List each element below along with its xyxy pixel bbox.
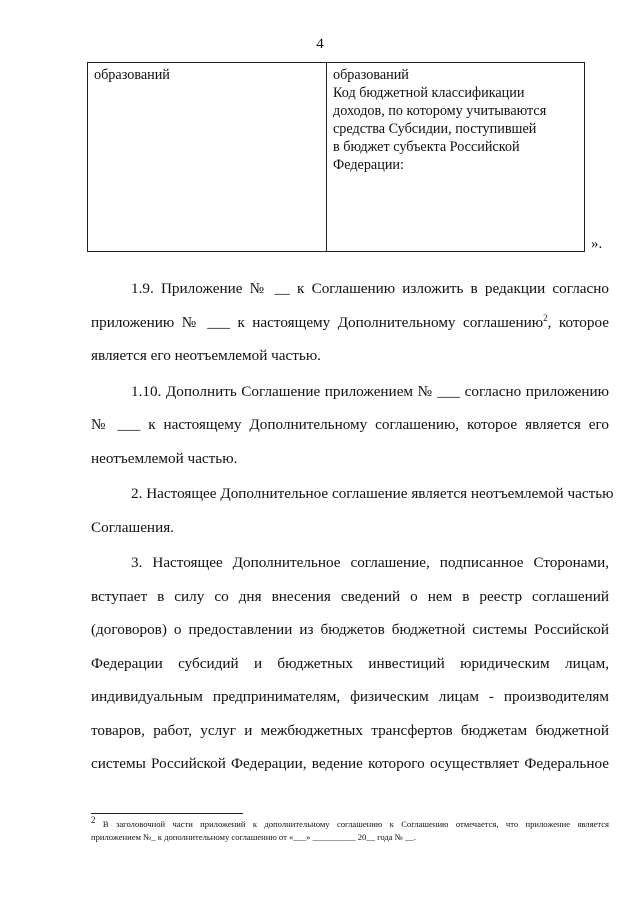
paragraph-line-text: приложению № ___ к настоящему Дополнительному соглашению <box>91 313 544 331</box>
paragraph-line: № ___ к настоящему Дополнительному соглашению, которое является его <box>91 416 609 433</box>
paragraph-line: индивидуальным предпринимателям, физическим лицам - производителям <box>91 688 609 705</box>
paragraph-line: 2. Настоящее Дополнительное соглашение является неотъемлемой частью <box>131 485 614 502</box>
paragraph-line-tail: , которое <box>547 313 609 331</box>
table-cell-line: образований <box>333 67 409 83</box>
table-cell-line: в бюджет субъекта Российской <box>333 139 520 155</box>
paragraph-line: является его неотъемлемой частью. <box>91 347 321 364</box>
paragraph-line: 1.9. Приложение № __ к Соглашению изложить в редакции согласно <box>131 280 609 297</box>
table-cell-line: доходов, по которому учитываются <box>333 103 547 119</box>
paragraph-line: (договоров) о предоставлении из бюджетов бюджетной системы Российской <box>91 621 609 638</box>
paragraph-1-10 <box>91 375 609 476</box>
table-cell-line: средства Субсидии, поступившей <box>333 121 537 137</box>
footnote-text: В заголовочной части приложений к дополнительному соглашению к Соглашению отмечается, что приложение является <box>102 819 609 829</box>
footnote-reference: 2 <box>543 312 548 323</box>
table-cell-line: Федерации: <box>333 157 404 173</box>
table-cell-line: Код бюджетной классификации <box>333 85 525 101</box>
footnote-separator <box>91 813 243 814</box>
paragraph-line: товаров, работ, услуг и межбюджетных трансфертов бюджетам бюджетной <box>91 721 609 739</box>
page-number: 4 <box>316 36 324 52</box>
table-cell-right <box>327 63 584 251</box>
paragraph-line: Соглашения. <box>91 518 174 536</box>
paragraph-line: 3. Настоящее Дополнительное соглашение, подписанное Сторонами, <box>131 554 609 571</box>
table-cell-left <box>88 63 327 251</box>
table-cell-line: образований <box>94 67 170 83</box>
closing-quote: ». <box>591 236 603 252</box>
document-body <box>91 272 614 783</box>
paragraph-3 <box>91 546 609 781</box>
footnote-line: приложением №_ к дополнительному соглашению от «___» __________ 20__ года № __. <box>91 832 416 842</box>
paragraph-line: вступает в силу со дня внесения сведений о нем в реестр соглашений <box>91 587 609 605</box>
paragraph-1-9 <box>91 272 609 373</box>
classification-table <box>87 62 585 252</box>
paragraph-line: 1.10. Дополнить Соглашение приложением № ___ согласно приложению <box>131 382 609 400</box>
footnote-line <box>91 815 609 831</box>
paragraph-line <box>91 306 609 340</box>
footnote-mark: 2 <box>91 815 96 826</box>
paragraph-line: Федерации субсидий и бюджетных инвестиций юридическим лицам, <box>91 654 609 672</box>
paragraph-line: системы Российской Федерации, ведение которого осуществляет Федеральное <box>91 755 609 772</box>
paragraph-line: неотъемлемой частью. <box>91 449 238 467</box>
footnote <box>91 815 609 844</box>
paragraph-2 <box>91 477 614 544</box>
